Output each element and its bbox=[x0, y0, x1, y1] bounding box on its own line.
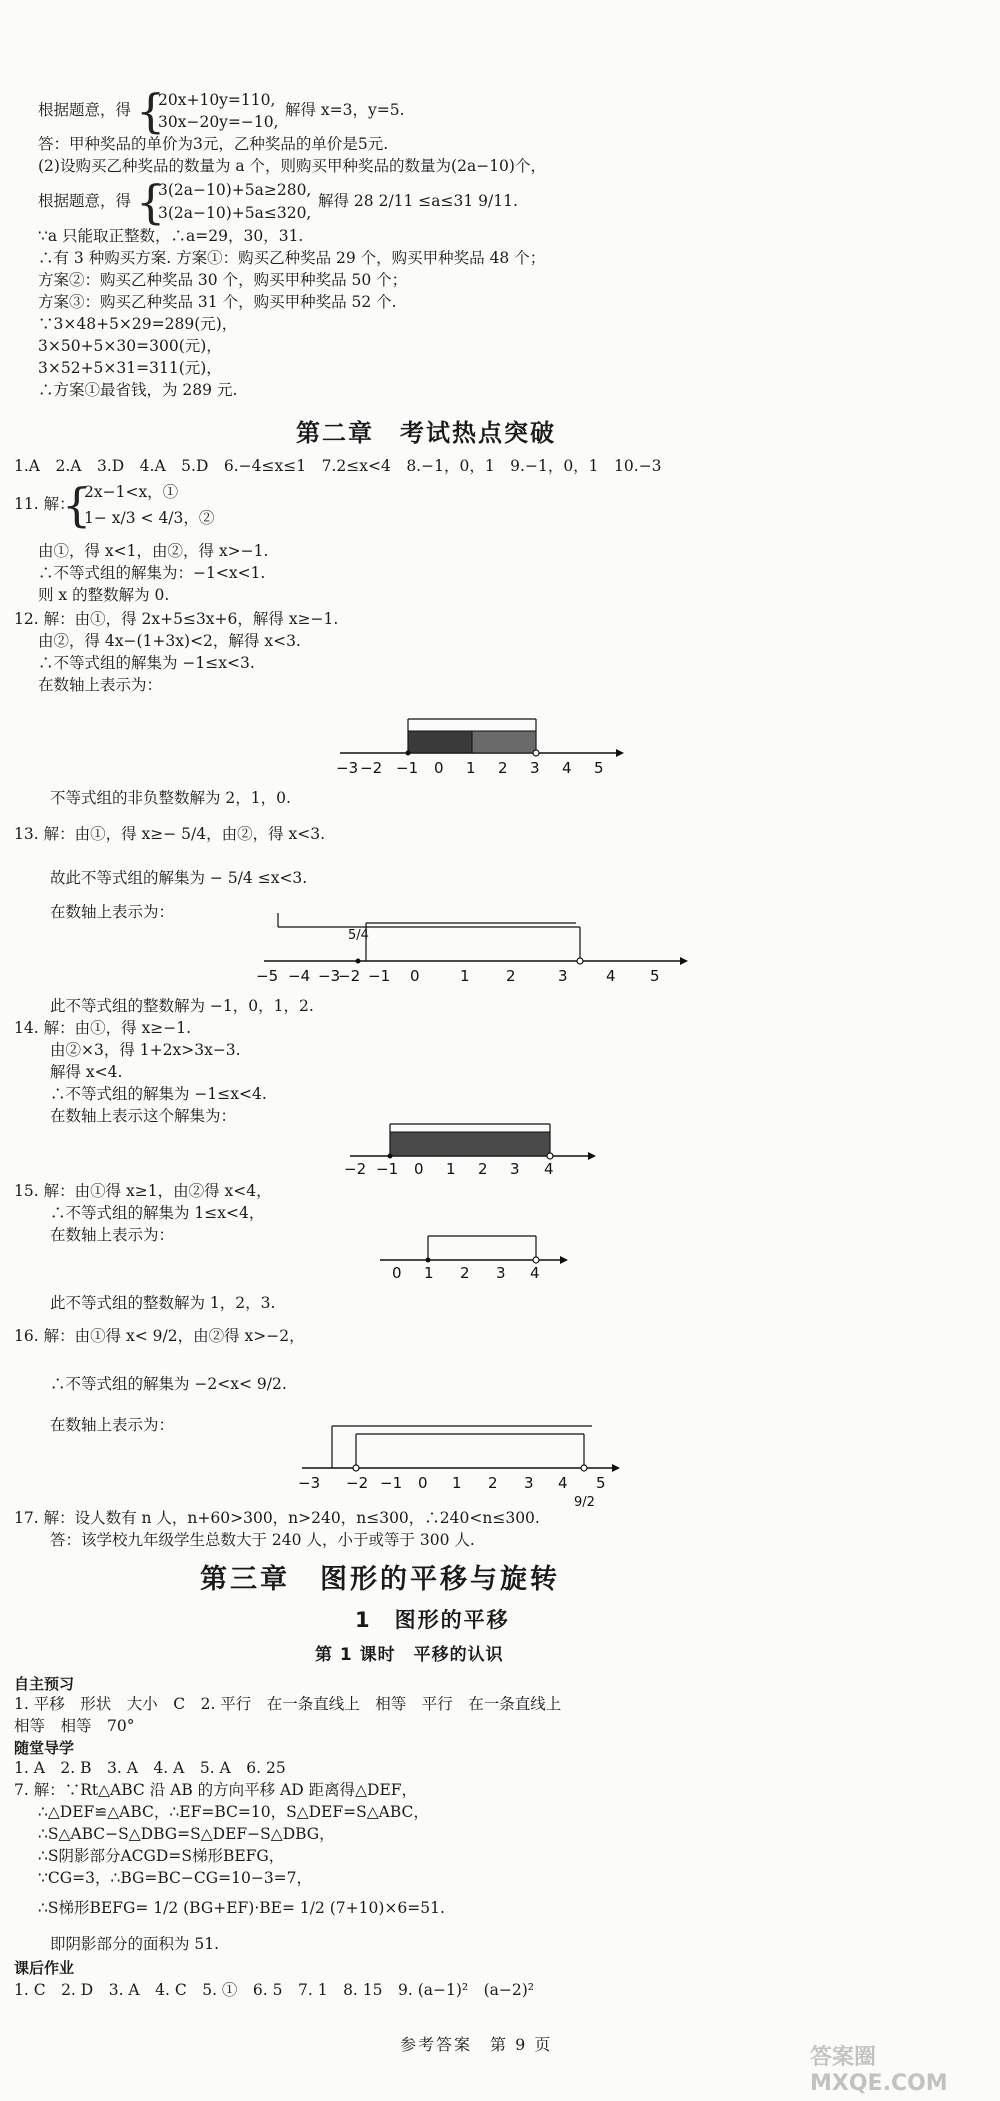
text-line: 在数轴上表示这个解集为： bbox=[50, 1107, 237, 1125]
brace-icon: { bbox=[136, 175, 166, 229]
lesson-title: 第 1 课时 平移的认识 bbox=[315, 1645, 504, 1665]
text-line: 在数轴上表示为： bbox=[50, 1416, 175, 1434]
answer-line: 1. 平移 形状 大小 C 2. 平行 在一条直线上 相等 平行 在一条直线上 bbox=[14, 1695, 562, 1713]
watermark-logo: 答案圈 MXQE.COM bbox=[810, 2045, 948, 2096]
fraction-label: 5/4 bbox=[348, 928, 369, 943]
equation: 3(2a−10)+5a≤320, bbox=[158, 204, 312, 222]
tick-label: −3 bbox=[318, 967, 341, 985]
tick-label: 5 bbox=[650, 967, 660, 985]
tick-label: 4 bbox=[544, 1160, 554, 1178]
tick-label: 4 bbox=[558, 1474, 568, 1492]
text-line: 此不等式组的整数解为 −1，0，1，2. bbox=[50, 997, 314, 1015]
answer-line: 相等 相等 70° bbox=[14, 1717, 135, 1735]
fraction-label: 9/2 bbox=[574, 1495, 595, 1510]
tick-label: −1 bbox=[368, 967, 391, 985]
text-line: ∴不等式组的解集为：−1<x<1. bbox=[38, 564, 266, 582]
text-line: 答：该学校九年级学生总数大于 240 人，小于或等于 300 人. bbox=[50, 1531, 475, 1549]
text-line: 答：甲种奖品的单价为3元，乙种奖品的单价是5元. bbox=[38, 135, 389, 153]
tick-label: −1 bbox=[380, 1474, 403, 1492]
tick-label: 4 bbox=[562, 759, 572, 777]
answer-line: 1.A 2.A 3.D 4.A 5.D 6.−4≤x≤1 7.2≤x<4 8.−1，0，1 9.−1，0，1 10.−3 bbox=[14, 457, 662, 475]
text-line: 故此不等式组的解集为 − 5/4 ≤x<3. bbox=[50, 869, 308, 887]
text-line: ∵a 只能取正整数，∴a=29，30，31. bbox=[38, 227, 304, 245]
section-label: 随堂导学 bbox=[14, 1739, 75, 1757]
number-line bbox=[370, 1218, 570, 1280]
tick-label: 3 bbox=[510, 1160, 520, 1178]
tick-label: 5 bbox=[596, 1474, 606, 1492]
text-line: 方案②：购买乙种奖品 30 个，购买甲种奖品 50 个； bbox=[38, 271, 408, 289]
tick-label: 1 bbox=[424, 1264, 434, 1282]
chapter-title: 第三章 图形的平移与旋转 bbox=[200, 1564, 560, 1595]
text-line: 不等式组的非负整数解为 2，1，0. bbox=[50, 789, 291, 807]
chapter-title: 第二章 考试热点突破 bbox=[296, 419, 556, 447]
text-line: 16. 解：由①得 x< 9/2，由②得 x>−2， bbox=[14, 1327, 305, 1345]
tick-label: −2 bbox=[338, 967, 361, 985]
number-line bbox=[340, 1114, 600, 1176]
text-line: ∴有 3 种购买方案. 方案①：购买乙种奖品 29 个，购买甲种奖品 48 个； bbox=[38, 249, 546, 267]
text-line: (2)设购买乙种奖品的数量为 a 个，则购买甲种奖品的数量为(2a−10)个， bbox=[38, 157, 546, 175]
equation: 2x−1<x，① bbox=[84, 483, 179, 501]
text-line: ∴不等式组的解集为 −1≤x<3. bbox=[38, 654, 255, 672]
equation: 30x−20y=−10, bbox=[158, 113, 279, 131]
section-title: 1 图形的平移 bbox=[355, 1608, 510, 1632]
section-label: 自主预习 bbox=[14, 1675, 75, 1693]
text-line: ∴不等式组的解集为 1≤x<4， bbox=[50, 1204, 265, 1222]
tick-label: 3 bbox=[530, 759, 540, 777]
tick-label: 2 bbox=[478, 1160, 488, 1178]
text-line: ∵CG=3，∴BG=BC−CG=10−3=7， bbox=[38, 1869, 313, 1887]
text-line: 3×52+5×31=311(元)， bbox=[38, 359, 222, 377]
text-line: ∵3×48+5×29=289(元)， bbox=[38, 315, 238, 333]
text-line: 在数轴上表示为： bbox=[38, 676, 163, 694]
text-line: ∴S梯形BEFG= 1/2 (BG+EF)·BE= 1/2 (7+10)×6=51. bbox=[38, 1899, 445, 1917]
tick-label: 3 bbox=[524, 1474, 534, 1492]
text-line: ∴S阴影部分ACGD=S梯形BEFG， bbox=[38, 1847, 285, 1865]
text-line: 12. 解：由①，得 2x+5≤3x+6，解得 x≥−1. bbox=[14, 610, 339, 628]
text-line: 17. 解：设人数有 n 人，n+60>300，n>240，n≤300，∴240<n≤300. bbox=[14, 1509, 540, 1527]
text-line: ∴不等式组的解集为 −2<x< 9/2. bbox=[50, 1375, 287, 1393]
tick-label: −5 bbox=[256, 967, 279, 985]
section-label: 课后作业 bbox=[14, 1959, 75, 1977]
question-label: 11. 解： bbox=[14, 495, 75, 513]
tick-label: −2 bbox=[360, 759, 383, 777]
tick-label: 1 bbox=[452, 1474, 462, 1492]
tick-label: −2 bbox=[344, 1160, 367, 1178]
number-line bbox=[320, 705, 620, 777]
equation: 20x+10y=110, bbox=[158, 91, 276, 109]
number-line bbox=[292, 1418, 632, 1510]
tick-label: 0 bbox=[392, 1264, 402, 1282]
tick-label: 3 bbox=[496, 1264, 506, 1282]
text-line: ∴S△ABC−S△DBG=S△DEF−S△DBG， bbox=[38, 1825, 335, 1843]
tick-label: −1 bbox=[376, 1160, 399, 1178]
text-line: 3×50+5×30=300(元)， bbox=[38, 337, 222, 355]
text-line: 7. 解：∵Rt△ABC 沿 AB 的方向平移 AD 距离得△DEF， bbox=[14, 1781, 418, 1799]
text-line: 根据题意，得 bbox=[38, 101, 132, 119]
tick-label: 0 bbox=[410, 967, 420, 985]
text-line: 则 x 的整数解为 0. bbox=[38, 586, 170, 604]
equation: 3(2a−10)+5a≥280, bbox=[158, 181, 312, 199]
brace-icon: { bbox=[136, 84, 166, 138]
text-line: ∴△DEF≌△ABC，∴EF=BC=10，S△DEF=S△ABC， bbox=[38, 1803, 429, 1821]
answer-line: 1. A 2. B 3. A 4. A 5. A 6. 25 bbox=[14, 1759, 286, 1777]
text-line: 14. 解：由①，得 x≥−1. bbox=[14, 1019, 192, 1037]
tick-label: 2 bbox=[460, 1264, 470, 1282]
tick-label: −1 bbox=[396, 759, 419, 777]
text-line: 13. 解：由①，得 x≥− 5/4，由②，得 x<3. bbox=[14, 825, 326, 843]
text-line: 15. 解：由①得 x≥1，由②得 x<4， bbox=[14, 1182, 272, 1200]
tick-label: 0 bbox=[414, 1160, 424, 1178]
text-line: 解得 28 2/11 ≤a≤31 9/11. bbox=[318, 192, 518, 210]
tick-label: 4 bbox=[606, 967, 616, 985]
tick-label: 2 bbox=[488, 1474, 498, 1492]
tick-label: 0 bbox=[434, 759, 444, 777]
text-line: 由①，得 x<1，由②，得 x>−1. bbox=[38, 542, 269, 560]
answer-line: 1. C 2. D 3. A 4. C 5. ① 6. 5 7. 1 8. 15 9. (a−1)² (a−2)² bbox=[14, 1981, 535, 1999]
text-line: 即阴影部分的面积为 51. bbox=[50, 1935, 220, 1953]
text-line: ∴方案①最省钱，为 289 元. bbox=[38, 381, 238, 399]
tick-label: −4 bbox=[288, 967, 311, 985]
tick-label: 1 bbox=[466, 759, 476, 777]
tick-label: −3 bbox=[298, 1474, 321, 1492]
text-line: 由②，得 4x−(1+3x)<2，解得 x<3. bbox=[38, 632, 301, 650]
text-line: 在数轴上表示为： bbox=[50, 903, 175, 921]
tick-label: 1 bbox=[460, 967, 470, 985]
equation: 1− x/3 < 4/3，② bbox=[84, 509, 215, 527]
tick-label: 5 bbox=[594, 759, 604, 777]
tick-label: 2 bbox=[498, 759, 508, 777]
text-line: 由②×3，得 1+2x>3x−3. bbox=[50, 1041, 241, 1059]
text-line: 在数轴上表示为： bbox=[50, 1226, 175, 1244]
text-line: 方案③：购买乙种奖品 31 个，购买甲种奖品 52 个. bbox=[38, 293, 397, 311]
tick-label: 1 bbox=[446, 1160, 456, 1178]
page-footer: 参考答案 第 9 页 bbox=[400, 2035, 553, 2054]
text-line: 解得 x=3，y=5. bbox=[285, 101, 405, 119]
text-line: ∴不等式组的解集为 −1≤x<4. bbox=[50, 1085, 267, 1103]
tick-label: 3 bbox=[558, 967, 568, 985]
tick-label: 0 bbox=[418, 1474, 428, 1492]
tick-label: 2 bbox=[506, 967, 516, 985]
number-line bbox=[250, 905, 690, 985]
brace-icon: { bbox=[62, 478, 92, 532]
text-line: 根据题意，得 bbox=[38, 192, 132, 210]
tick-label: −2 bbox=[346, 1474, 369, 1492]
tick-label: 4 bbox=[530, 1264, 540, 1282]
text-line: 此不等式组的整数解为 1，2，3. bbox=[50, 1294, 276, 1312]
tick-label: −3 bbox=[336, 759, 359, 777]
text-line: 解得 x<4. bbox=[50, 1063, 123, 1081]
